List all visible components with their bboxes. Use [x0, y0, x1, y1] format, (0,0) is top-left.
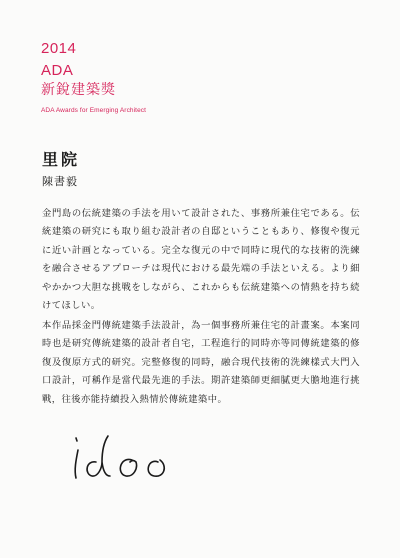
award-header	[41, 40, 146, 115]
jury-comment-japanese: 金門島の伝統建築の手法を用いて設計された、事務所兼住宅である。伝統建築の研究にも取り組む設計者の自邸ということもあり、修復や復元に近い計画となっている。完全な復元の中で同時に現代的な技術的洗練を融合させるアプローチは現代における最先端の手法といえる。より細やかかつ大胆な挑戦をしながら、これからも伝統建築への情熱を持ち続けてほしい。	[42, 208, 360, 312]
juror-signature	[68, 432, 188, 484]
ada-logo-text: ADA	[41, 62, 74, 79]
work-info	[42, 150, 80, 189]
work-title: 里院	[42, 150, 81, 169]
award-year: 2014	[41, 40, 77, 57]
award-name-english: ADA Awards for Emerging Architect	[41, 107, 147, 114]
architect-name: 陳書毅	[42, 175, 78, 188]
award-name-chinese: 新銳建築獎	[41, 82, 116, 98]
jury-comment-chinese: 本作品採金門傳統建築手法設計，為一個事務所兼住宅的計畫案。本案同時也是研究傳統建築的設計者自宅，工程進行的同時亦等同傳統建築的修復及復原方式的研究。完整修復的同時，融合現代技術的洗練樣式大門入口設計，可稱作是當代最先進的手法。期許建築師更細膩更大膽地進行挑戰，往後亦能持續投入熱情於傳統建築中。	[42, 320, 360, 405]
